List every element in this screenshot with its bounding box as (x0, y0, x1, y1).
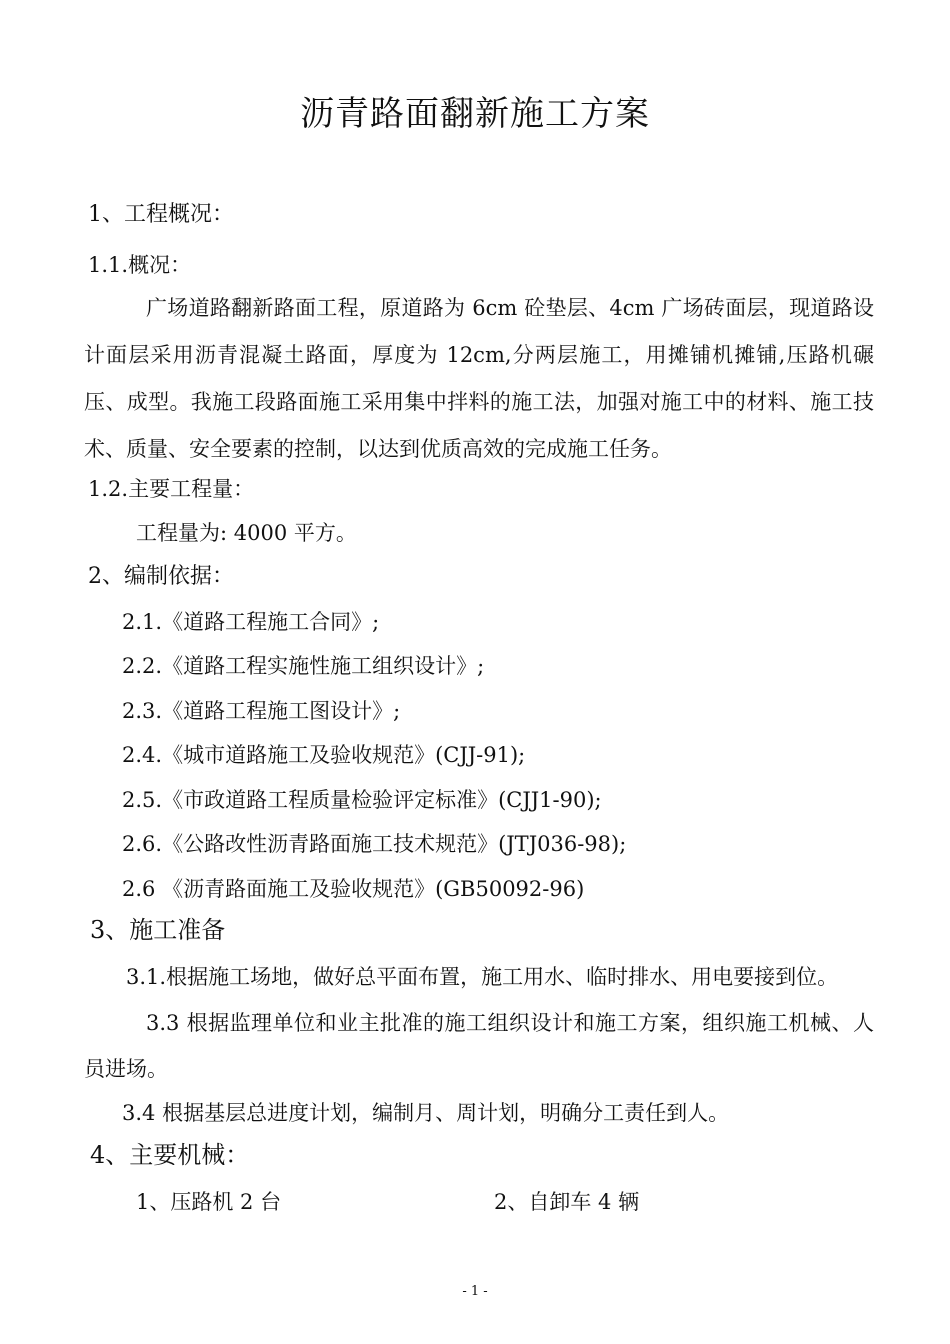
machinery-item: 1、压路机 2 台 (136, 1190, 282, 1214)
section-2-heading: 2、编制依据： (88, 564, 234, 589)
page-number: - 1 - (462, 1284, 488, 1299)
reference-item: 2.3.《道路工程施工图设计》; (122, 699, 401, 723)
reference-item: 2.5.《市政道路工程质量检验评定标准》(CJJ1-90); (122, 788, 602, 812)
section-1-2-text: 工程量为: 4000 平方。 (136, 521, 357, 545)
reference-item: 2.4.《城市道路施工及验收规范》(CJJ-91); (122, 743, 526, 767)
section-1-heading: 1、工程概况： (88, 202, 234, 227)
section-3-3-paragraph: 3.3 根据监理单位和业主批准的施工组织设计和施工方案，组织施工机械、人员进场。 (84, 1011, 874, 1081)
page-title: 沥青路面翻新施工方案 (300, 94, 650, 134)
reference-item: 2.6 《沥青路面施工及验收规范》(GB50092-96) (122, 877, 585, 901)
section-1-2-heading: 1.2.主要工程量： (88, 477, 255, 501)
reference-item: 2.6.《公路改性沥青路面施工技术规范》(JTJ036-98); (122, 832, 627, 856)
section-3-4-text: 3.4 根据基层总进度计划，编制月、周计划，明确分工责任到人。 (122, 1101, 730, 1125)
section-3-1-text: 3.1.根据施工场地，做好总平面布置，施工用水、临时排水、用电要接到位。 (126, 965, 839, 989)
section-3-heading: 3、施工准备 (90, 916, 226, 944)
section-1-1-heading: 1.1.概况： (88, 253, 192, 277)
section-4-heading: 4、主要机械： (90, 1141, 250, 1169)
section-1-1-paragraph: 广场道路翻新路面工程，原道路为 6cm 砼垫层、4cm 广场砖面层，现道路设计面层采用沥青混凝土路面，厚度为 12cm,分两层施工，用摊铺机摊铺,压路机碾压、成型。我施工段路面施工采用集中拌料的施工法，加强对施工中的材料、施工技术、质量、安全要素的控制，以达到优质高效的完成施工任务。 (84, 296, 874, 461)
machinery-item: 2、自卸车 4 辆 (494, 1190, 640, 1214)
reference-item: 2.2.《道路工程实施性施工组织设计》; (122, 654, 485, 678)
reference-item: 2.1.《道路工程施工合同》; (122, 610, 380, 634)
